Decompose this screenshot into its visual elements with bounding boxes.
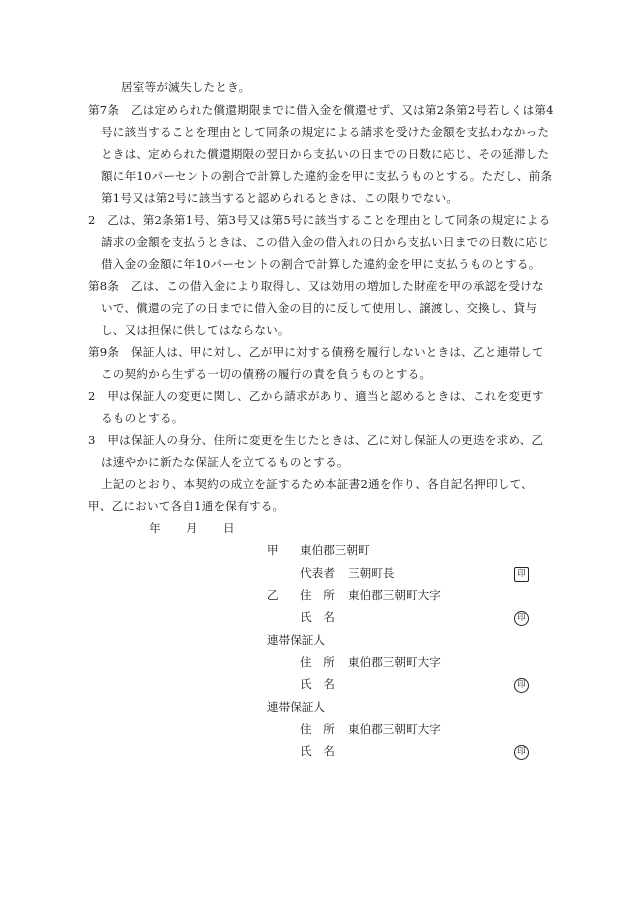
seal-stamp-icon: 印 bbox=[514, 678, 529, 693]
guarantor-2-name-label: 氏 名 bbox=[300, 744, 335, 758]
party-otsu-label: 乙 bbox=[267, 588, 279, 602]
representative-value: 三朝町長 bbox=[348, 566, 395, 580]
guarantor-2-label: 連帯保証人 bbox=[267, 700, 325, 714]
article-9-para-2-line-2: るものとする。 bbox=[101, 411, 184, 425]
article-8-line-2: いで、償還の完了の日までに借入金の目的に反して使用し、譲渡し、交換し、貸与 bbox=[101, 301, 538, 315]
article-7-line-5: 第1号又は第2号に該当すると認められるときは、この限りでない。 bbox=[101, 191, 459, 205]
date-month: 月 bbox=[186, 521, 198, 535]
article-7-para-2-line-2: 請求の金額を支払うときは、この借入金の借入れの日から支払い日までの日数に応じ bbox=[101, 235, 550, 249]
guarantor-1-label: 連帯保証人 bbox=[267, 633, 325, 647]
otsu-address-value: 東伯郡三朝町大字 bbox=[348, 588, 441, 602]
seal-stamp-icon: 印 bbox=[514, 567, 529, 582]
article-9-line-2: この契約から生ずる一切の債務の履行の責を負うものとする。 bbox=[101, 367, 432, 381]
clause-item-line: 居室等が滅失したとき。 bbox=[121, 80, 251, 94]
article-7-para-2-line-3: 借入金の金額に年10パーセントの割合で計算した違約金を甲に支払うものとする。 bbox=[101, 257, 541, 271]
article-7-para-2-line-1: 2 乙は、第2条第1号、第3号又は第5号に該当することを理由として同条の規定による bbox=[88, 213, 551, 227]
article-7-line-2: 号に該当することを理由として同条の規定による請求を受けた金額を支払わなかった bbox=[101, 125, 550, 139]
article-9-para-3-line-2: は速やかに新たな保証人を立てるものとする。 bbox=[101, 455, 349, 469]
party-ko-label: 甲 bbox=[267, 543, 279, 557]
article-8-line-3: し、又は担保に供してはならない。 bbox=[101, 323, 290, 337]
party-ko-name: 東伯郡三朝町 bbox=[300, 543, 370, 557]
article-7-line-1: 第7条 乙は定められた償還期限までに借入金を償還せず、又は第2条第2号若しくは第4 bbox=[88, 103, 554, 117]
date-day: 日 bbox=[223, 521, 235, 535]
guarantor-2-address-label: 住 所 bbox=[300, 722, 335, 736]
guarantor-1-address-value: 東伯郡三朝町大字 bbox=[348, 655, 441, 669]
seal-stamp-icon: 印 bbox=[514, 611, 529, 626]
representative-label: 代表者 bbox=[300, 566, 335, 580]
article-9-para-3-line-1: 3 甲は保証人の身分、住所に変更を生じたときは、乙に対し保証人の更迭を求め、乙 bbox=[88, 433, 544, 447]
guarantor-1-name-label: 氏 名 bbox=[300, 677, 335, 691]
article-9-para-2-line-1: 2 甲は保証人の変更に関し、乙から請求があり、適当と認めるときは、これを変更す bbox=[88, 389, 544, 403]
otsu-name-label: 氏 名 bbox=[300, 610, 335, 624]
closing-line-1: 上記のとおり、本契約の成立を証するため本証書2通を作り、各自記名押印して、 bbox=[101, 477, 533, 491]
article-7-line-3: ときは、定められた償還期限の翌日から支払いの日までの日数に応じ、その延滞した bbox=[101, 147, 550, 161]
article-9-line-1: 第9条 保証人は、甲に対し、乙が甲に対する債務を履行しないときは、乙と連帯して bbox=[88, 345, 544, 359]
article-8-line-1: 第8条 乙は、この借入金により取得し、又は効用の増加した財産を甲の承認を受けな bbox=[88, 279, 544, 293]
otsu-address-label: 住 所 bbox=[300, 588, 335, 602]
guarantor-1-address-label: 住 所 bbox=[300, 655, 335, 669]
closing-line-2: 甲、乙において各自1通を保有する。 bbox=[88, 499, 285, 513]
guarantor-2-address-value: 東伯郡三朝町大字 bbox=[348, 722, 441, 736]
seal-stamp-icon: 印 bbox=[514, 745, 529, 760]
article-7-line-4: 額に年10パーセントの割合で計算した違約金を甲に支払うものとする。ただし、前条 bbox=[101, 169, 553, 183]
date-year: 年 bbox=[149, 521, 161, 535]
